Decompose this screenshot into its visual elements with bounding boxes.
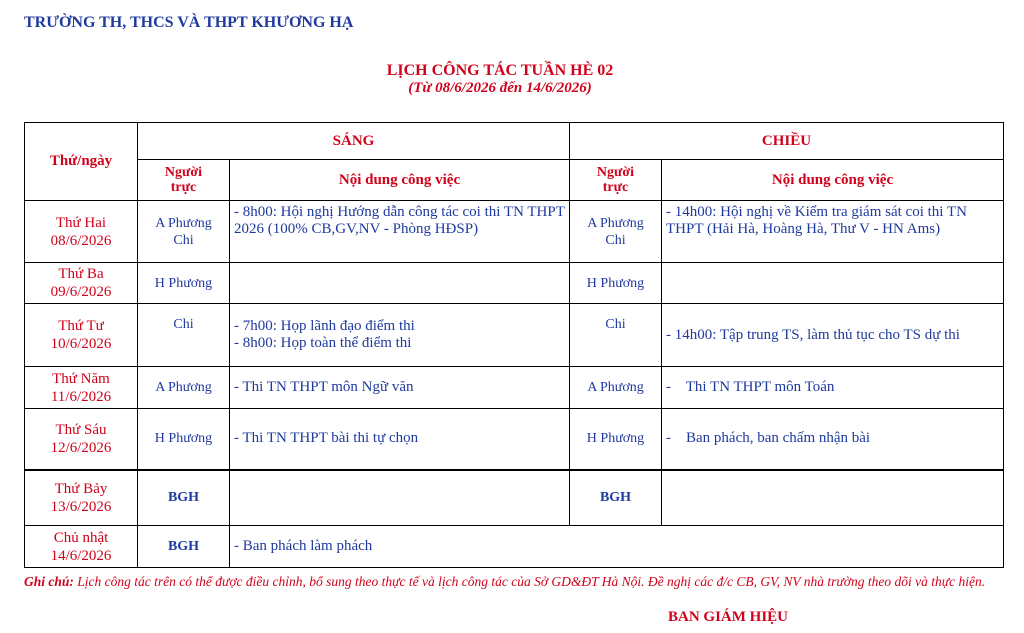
table-row [25, 470, 1004, 526]
table-subheader-row [25, 160, 1004, 201]
am-task-cell: - Thi TN THPT môn Ngữ văn [230, 367, 570, 409]
header-pm-content: Nội dung công việc [662, 160, 1004, 201]
table-row [25, 409, 1004, 470]
pm-person-cell: Chi [570, 304, 662, 367]
header-day: Thứ/ngày [25, 123, 138, 201]
am-task-cell: - Ban phách làm phách [230, 526, 1004, 568]
day-cell: Thứ Sáu 12/6/2026 [25, 409, 138, 470]
pm-person-cell: A Phương Chi [570, 201, 662, 263]
table-header-row [25, 123, 1004, 160]
table-row [25, 304, 1004, 367]
am-person-cell: BGH [138, 470, 230, 526]
schedule-table [24, 122, 1004, 568]
am-person-cell: H Phương [138, 409, 230, 470]
day-cell: Thứ Hai 08/6/2026 [25, 201, 138, 263]
am-person-cell: A Phương Chi [138, 201, 230, 263]
am-person-cell: Chi [138, 304, 230, 367]
pm-task-cell: - Ban phách, ban chấm nhận bài [662, 409, 1004, 470]
pm-task-cell [662, 470, 1004, 526]
pm-task-cell: - 14h00: Hội nghị về Kiểm tra giám sát coi thi TN THPT (Hải Hà, Hoàng Hà, Thư V - HN Ams) [662, 201, 1004, 263]
table-row [25, 263, 1004, 304]
schedule-subtitle: (Từ 08/6/2026 đến 14/6/2026) [408, 80, 592, 96]
am-task-cell [230, 263, 570, 304]
am-person-cell: H Phương [138, 263, 230, 304]
pm-person-cell: BGH [570, 470, 662, 526]
header-afternoon: CHIỀU [570, 123, 1004, 160]
day-cell: Thứ Năm 11/6/2026 [25, 367, 138, 409]
note-text: Lịch công tác trên có thể được điều chỉnh, bổ sung theo thực tế và lịch công tác của Sở GD&ĐT Hà Nội. Đề nghị các đ/c CB, GV, NV nhà trường theo dõi và thực hiện. [73, 574, 986, 589]
pm-person-cell: H Phương [570, 263, 662, 304]
day-cell: Chủ nhật 14/6/2026 [25, 526, 138, 568]
school-name: TRƯỜNG TH, THCS VÀ THPT KHƯƠNG HẠ [24, 14, 354, 31]
day-cell: Thứ Tư 10/6/2026 [25, 304, 138, 367]
am-person-cell: A Phương [138, 367, 230, 409]
table-row [25, 526, 1004, 568]
table-row [25, 367, 1004, 409]
pm-task-cell [662, 263, 1004, 304]
am-person-cell: BGH [138, 526, 230, 568]
pm-task-cell: - Thi TN THPT môn Toán [662, 367, 1004, 409]
am-task-cell [230, 470, 570, 526]
schedule-title: LỊCH CÔNG TÁC TUẦN HÈ 02 [386, 62, 614, 79]
pm-person-cell: H Phương [570, 409, 662, 470]
am-task-cell: - Thi TN THPT bài thi tự chọn [230, 409, 570, 470]
note-label: Ghi chú: [24, 574, 74, 589]
table-row [25, 201, 1004, 263]
signature-title: BAN GIÁM HIỆU [668, 609, 789, 625]
pm-task-cell: - 14h00: Tập trung TS, làm thủ tục cho TS dự thi [662, 304, 1004, 367]
day-cell: Thứ Bảy 13/6/2026 [25, 470, 138, 526]
pm-person-cell: A Phương [570, 367, 662, 409]
am-task-cell: - 7h00: Họp lãnh đạo điểm thi - 8h00: Họp toàn thể điểm thi [230, 304, 570, 367]
day-cell: Thứ Ba 09/6/2026 [25, 263, 138, 304]
note [24, 574, 999, 590]
header-morning: SÁNG [138, 123, 570, 160]
header-pm-person: Người trực [570, 160, 662, 201]
header-am-person: Người trực [138, 160, 230, 201]
header-am-content: Nội dung công việc [230, 160, 570, 201]
am-task-cell: - 8h00: Hội nghị Hướng dẫn công tác coi thi TN THPT 2026 (100% CB,GV,NV - Phòng HĐSP) [230, 201, 570, 263]
